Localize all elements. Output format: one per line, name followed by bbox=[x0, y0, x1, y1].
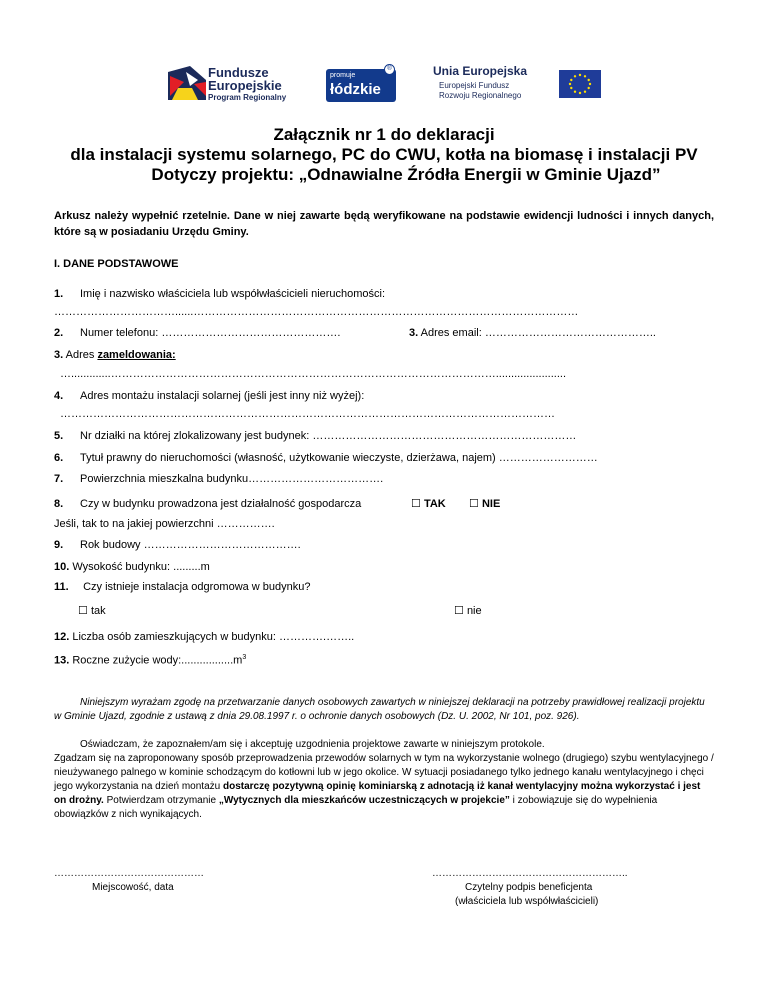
field-1 bbox=[54, 287, 385, 301]
intro-text: Arkusz należy wypełnić rzetelnie. Dane w niej zawarte będą weryfikowane na podstawie ewidencji ludności i innych danych, które są w posiadaniu Urzędu Gminy. bbox=[54, 210, 714, 238]
field-12 bbox=[54, 630, 354, 644]
field-1-entry[interactable]: ……………………………......…………………………………………………………………………………………… bbox=[54, 306, 579, 318]
logo-bar bbox=[0, 62, 768, 112]
lodz-small-text: promuje bbox=[330, 72, 356, 79]
field-6-num: 6. bbox=[54, 452, 64, 464]
field-3-entry[interactable]: ….............……………………………………………………………………………………………....................... bbox=[60, 368, 567, 380]
field-1-label: Imię i nazwisko właściciela lub współwłaścicieli nieruchomości: bbox=[80, 288, 386, 300]
field-8-no-label: NIE bbox=[481, 498, 501, 510]
field-6 bbox=[54, 451, 598, 465]
field-3-num: 3. bbox=[54, 349, 64, 361]
field-2-label[interactable]: Numer telefonu: …………………………………………. bbox=[80, 327, 341, 339]
checkbox-nie-icon[interactable]: ☐ bbox=[454, 605, 464, 617]
field-3 bbox=[54, 348, 176, 362]
field-11-yes-option[interactable] bbox=[78, 604, 106, 618]
consent-obligation-text: i zobowiązuje się do wypełnienia obowiązków z nich wynikających. bbox=[54, 795, 658, 820]
field-8-surface[interactable]: Jeśli, tak to na jakiej powierzchni ……………. bbox=[54, 518, 275, 530]
lodz-big-text: łódzkie bbox=[330, 81, 381, 98]
promuje-lodzkie-logo bbox=[326, 66, 396, 102]
title-line2: dla instalacji systemu solarnego, PC do CWU, kotła na biomasę i instalacji PV bbox=[70, 145, 698, 164]
field-9-label[interactable]: Rok budowy ……………………………………. bbox=[80, 539, 301, 551]
field-5-num: 5. bbox=[54, 430, 64, 442]
title-line3: Dotyczy projektu: „Odnawialne Źródła Energii w Gminie Ujazd” bbox=[151, 165, 661, 184]
field-email-label[interactable]: Adres email: ……………………………………….. bbox=[420, 327, 656, 339]
title-line1: Załącznik nr 1 do deklaracji bbox=[273, 125, 495, 144]
field-3-label-underlined: zameldowania: bbox=[97, 349, 176, 361]
field-13-label[interactable]: Roczne zużycie wody:.................m bbox=[72, 654, 243, 667]
fundusze-europejskie-logo bbox=[168, 62, 298, 106]
consent-confirm-text: Potwierdzam otrzymanie bbox=[103, 795, 219, 806]
field-8-yes-option[interactable] bbox=[411, 497, 446, 511]
fe-flag-icon bbox=[168, 66, 206, 100]
ue-sub1: Europejski Fundusz bbox=[439, 81, 510, 90]
field-7 bbox=[54, 472, 383, 486]
field-5 bbox=[54, 429, 576, 443]
field-10 bbox=[54, 560, 210, 574]
fe-line1: Fundusze bbox=[208, 65, 269, 80]
fe-line2: Europejskie bbox=[208, 78, 282, 93]
place-date-field[interactable]: ……………………………………… bbox=[54, 868, 204, 879]
eu-flag-icon bbox=[559, 70, 601, 98]
signature-label: Czytelny podpis beneficjenta bbox=[465, 882, 593, 893]
field-2-num: 2. bbox=[54, 327, 64, 339]
field-8-label: Czy w budynku prowadzona jest działalność gospodarcza bbox=[80, 498, 362, 510]
field-9 bbox=[54, 538, 301, 552]
ue-sub2: Rozwoju Regionalnego bbox=[439, 91, 522, 100]
signature-field[interactable]: ………………………………………………….. bbox=[432, 868, 628, 879]
field-4-label: Adres montażu instalacji solarnej (jeśli jest inny niż wyżej): bbox=[80, 390, 365, 402]
field-10-label[interactable]: Wysokość budynku: .........m bbox=[72, 561, 210, 573]
section-heading: I. DANE PODSTAWOWE bbox=[54, 258, 179, 270]
field-4 bbox=[54, 389, 364, 403]
field-13-num: 13. bbox=[54, 654, 70, 667]
field-8-yes-label: TAK bbox=[423, 498, 446, 510]
field-8 bbox=[54, 497, 361, 511]
field-email bbox=[409, 326, 656, 340]
field-6-label[interactable]: Tytuł prawny do nieruchomości (własność, użytkowanie wieczyste, dzierżawa, najem) ……………………… bbox=[80, 452, 598, 464]
field-email-num: 3. bbox=[409, 327, 419, 339]
field-12-num: 12. bbox=[54, 631, 70, 643]
unia-europejska-logo bbox=[433, 62, 603, 106]
lodz-mark: ® bbox=[384, 64, 395, 75]
field-8-no-option[interactable] bbox=[469, 497, 500, 511]
field-2 bbox=[54, 326, 340, 340]
consent-guidelines-title: „Wytycznych dla mieszkańców uczestniczących w projekcie” bbox=[218, 795, 510, 806]
field-7-label[interactable]: Powierzchnia mieszkalna budynku………………………………. bbox=[80, 473, 384, 485]
field-1-num: 1. bbox=[54, 288, 64, 300]
field-11-label: Czy istnieje instalacja odgromowa w budynku? bbox=[83, 581, 311, 593]
field-5-label[interactable]: Nr działki na której zlokalizowany jest budynek: ……………………………………………………………… bbox=[80, 430, 577, 442]
field-11-num: 11. bbox=[54, 581, 69, 593]
consent-installation bbox=[54, 752, 714, 822]
field-11-no-label: nie bbox=[466, 605, 482, 617]
field-9-num: 9. bbox=[54, 539, 64, 551]
field-3-label: Adres bbox=[65, 349, 98, 361]
field-4-num: 4. bbox=[54, 390, 64, 402]
field-13 bbox=[54, 651, 246, 668]
field-10-num: 10. bbox=[54, 561, 70, 573]
consent-chimney-opinion: dostarczę pozytywną opinię kominiarską z adnotacją iż kanał wentylacyjny można wykorzystać i jest on drożny. bbox=[54, 781, 701, 806]
field-7-num: 7. bbox=[54, 473, 64, 485]
ue-title: Unia Europejska bbox=[433, 64, 528, 78]
field-11-yes-label: tak bbox=[90, 605, 106, 617]
field-8-num: 8. bbox=[54, 498, 64, 510]
consent-data-processing: Niniejszym wyrażam zgodę na przetwarzanie danych osobowych zawartych w niniejszej deklaracji na potrzeby prawidłowej realizacji projektu w Gminie Ujazd, zgodnie z ustawą z dnia 29.08.1997 r. o ochronie danych osobowych (Dz. U. 2002, Nr 101, poz. 926). bbox=[54, 697, 705, 722]
consent-acceptance: Oświadczam, że zapoznałem/am się i akceptuję uzgodnienia projektowe zawarte w niniejszym protokole. bbox=[80, 739, 545, 750]
field-13-unit-sup: 3 bbox=[242, 654, 247, 661]
checkbox-tak-icon[interactable]: ☐ bbox=[78, 605, 88, 617]
place-date-label: Miejscowość, data bbox=[92, 882, 174, 893]
field-11-no-option[interactable] bbox=[454, 604, 482, 618]
consent-installation-text: Zgadzam się na zaproponowany sposób przeprowadzenia przewodów solarnych w tym na wykorzystanie wolnego (drugiego) szybu wentylacyjnego / nieużywanego palnego w kominie schodzącym do kotłowni lub w jego okolice. W sytuacji posiadanego tylko jednego kanału wentylacyjnego i chęci jego wykorzystania na dzień montażu bbox=[54, 753, 714, 792]
signature-sublabel: (właściciela lub współwłaścicieli) bbox=[455, 896, 599, 907]
field-12-label[interactable]: Liczba osób zamieszkujących w budynku: ………….…….. bbox=[72, 631, 355, 643]
checkbox-yes-icon[interactable]: ☐ bbox=[411, 498, 421, 510]
field-11 bbox=[54, 580, 311, 594]
field-4-entry[interactable]: ……………………………………………………………………………………………………………………… bbox=[60, 408, 555, 420]
checkbox-no-icon[interactable]: ☐ bbox=[469, 498, 479, 510]
fe-line3: Program Regionalny bbox=[208, 93, 287, 102]
